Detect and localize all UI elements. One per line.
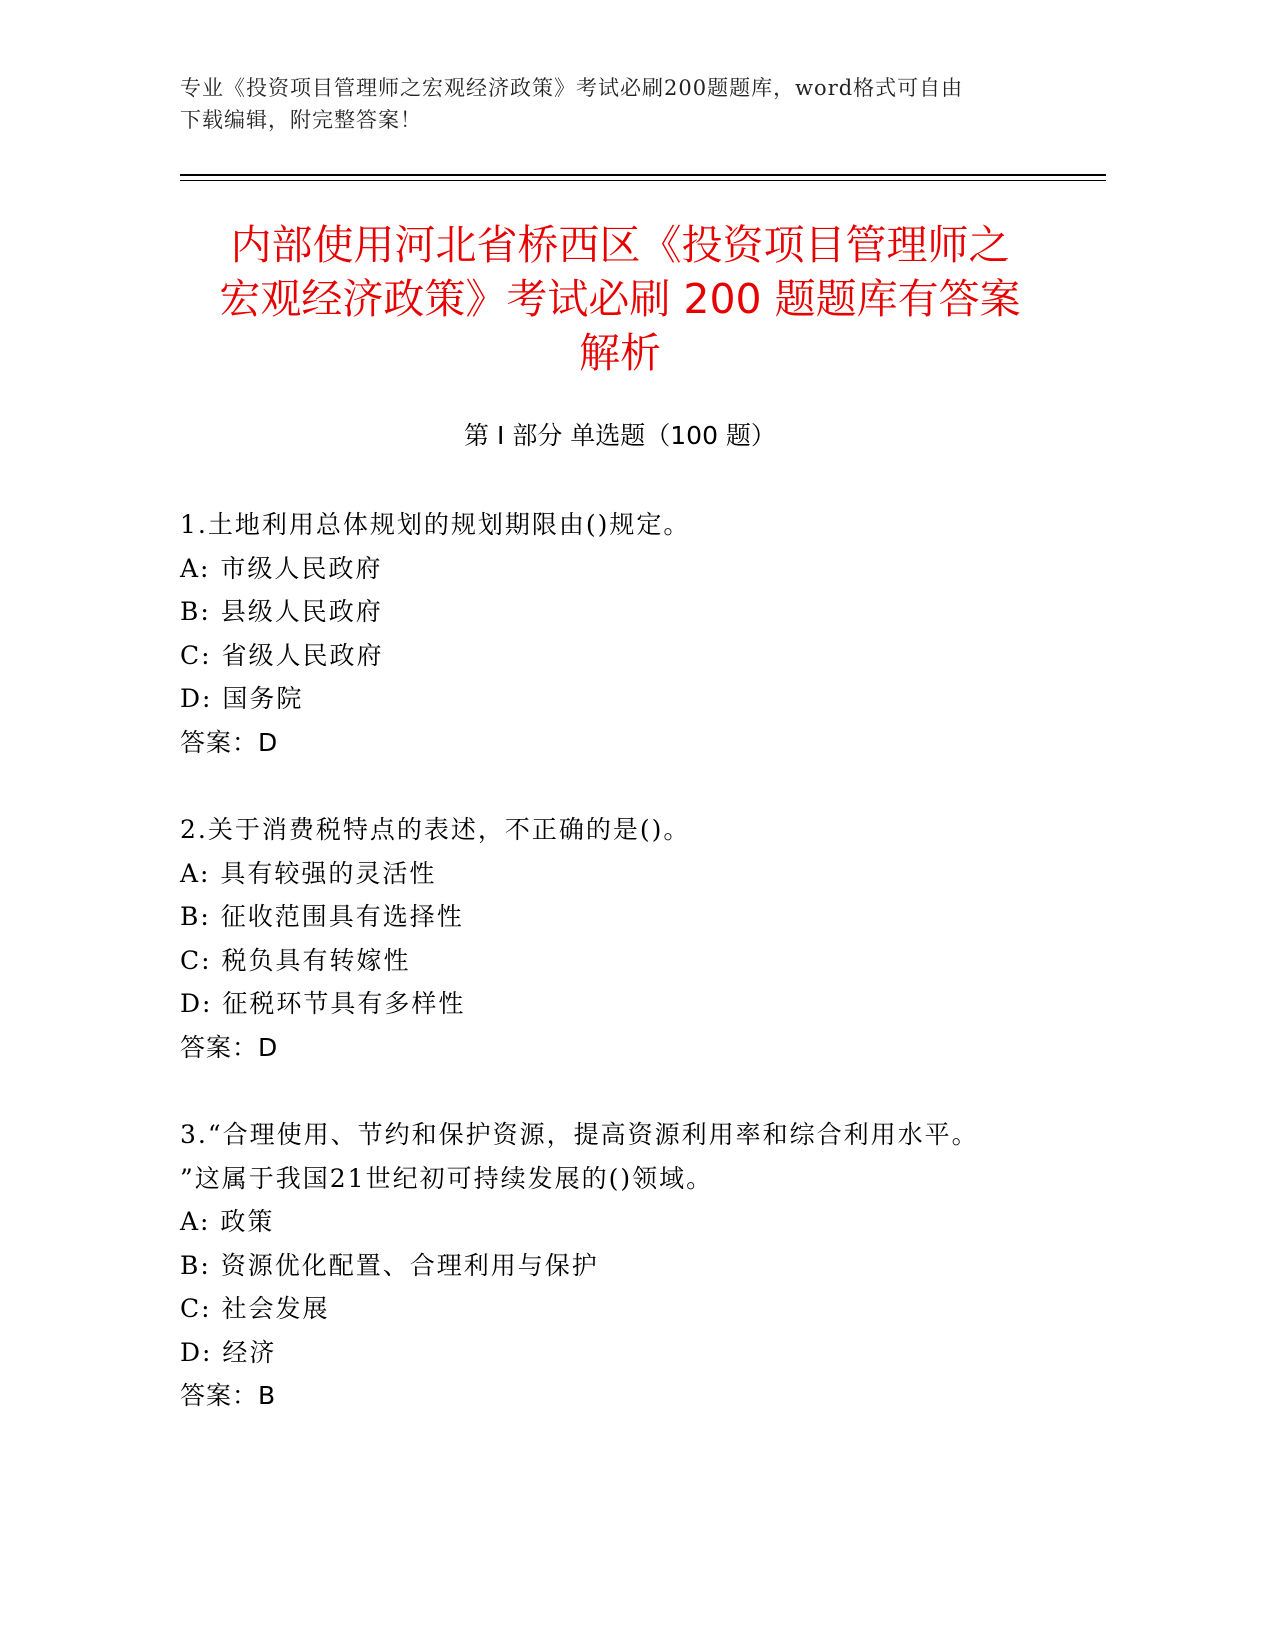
header-note-line-1: 专业《投资项目管理师之宏观经济政策》考试必刷200题题库，word格式可自由: [180, 76, 964, 100]
option-a: A: 具有较强的灵活性: [180, 858, 437, 888]
option-d: D: 经济: [180, 1337, 277, 1367]
header-note: [180, 72, 1080, 136]
header-divider-thin: [180, 180, 1106, 181]
document-title: [180, 218, 1060, 380]
question-3: [180, 1113, 1060, 1418]
title-line-3: 解析: [579, 329, 661, 377]
answer: 答案：D: [180, 1032, 279, 1062]
question-stem: 2.关于消费税特点的表述，不正确的是()。: [180, 815, 691, 844]
title-line-2: 宏观经济政策》考试必刷 200 题题库有答案: [219, 275, 1021, 323]
title-line-1: 内部使用河北省桥西区《投资项目管理师之: [230, 221, 1010, 269]
question-stem-line-2: ”这属于我国21世纪初可持续发展的()领域。: [180, 1163, 714, 1193]
option-a: A: 市级人民政府: [180, 553, 383, 583]
option-c: C: 省级人民政府: [180, 640, 384, 670]
question-1: [180, 503, 1060, 764]
option-a: A: 政策: [180, 1207, 275, 1236]
option-b: B: 资源优化配置、合理利用与保护: [180, 1250, 599, 1280]
option-c: C: 社会发展: [180, 1294, 330, 1323]
option-b: B: 征收范围具有选择性: [180, 902, 464, 931]
question-stem-line-1: 3.“合理使用、节约和保护资源，提高资源利用率和综合利用水平。: [180, 1120, 979, 1149]
header-divider-thick: [180, 174, 1106, 176]
section-heading: 第 I 部分 单选题（100 题）: [464, 421, 776, 450]
answer: 答案：D: [180, 727, 279, 757]
question-stem: 1.土地利用总体规划的规划期限由()规定。: [180, 510, 691, 539]
question-2: [180, 808, 1060, 1069]
option-d: D: 征税环节具有多样性: [180, 989, 466, 1018]
option-c: C: 税负具有转嫁性: [180, 945, 411, 975]
option-d: D: 国务院: [180, 684, 304, 713]
option-b: B: 县级人民政府: [180, 597, 383, 626]
header-note-line-2: 下载编辑，附完整答案！: [180, 108, 422, 132]
answer: 答案：B: [180, 1381, 277, 1410]
